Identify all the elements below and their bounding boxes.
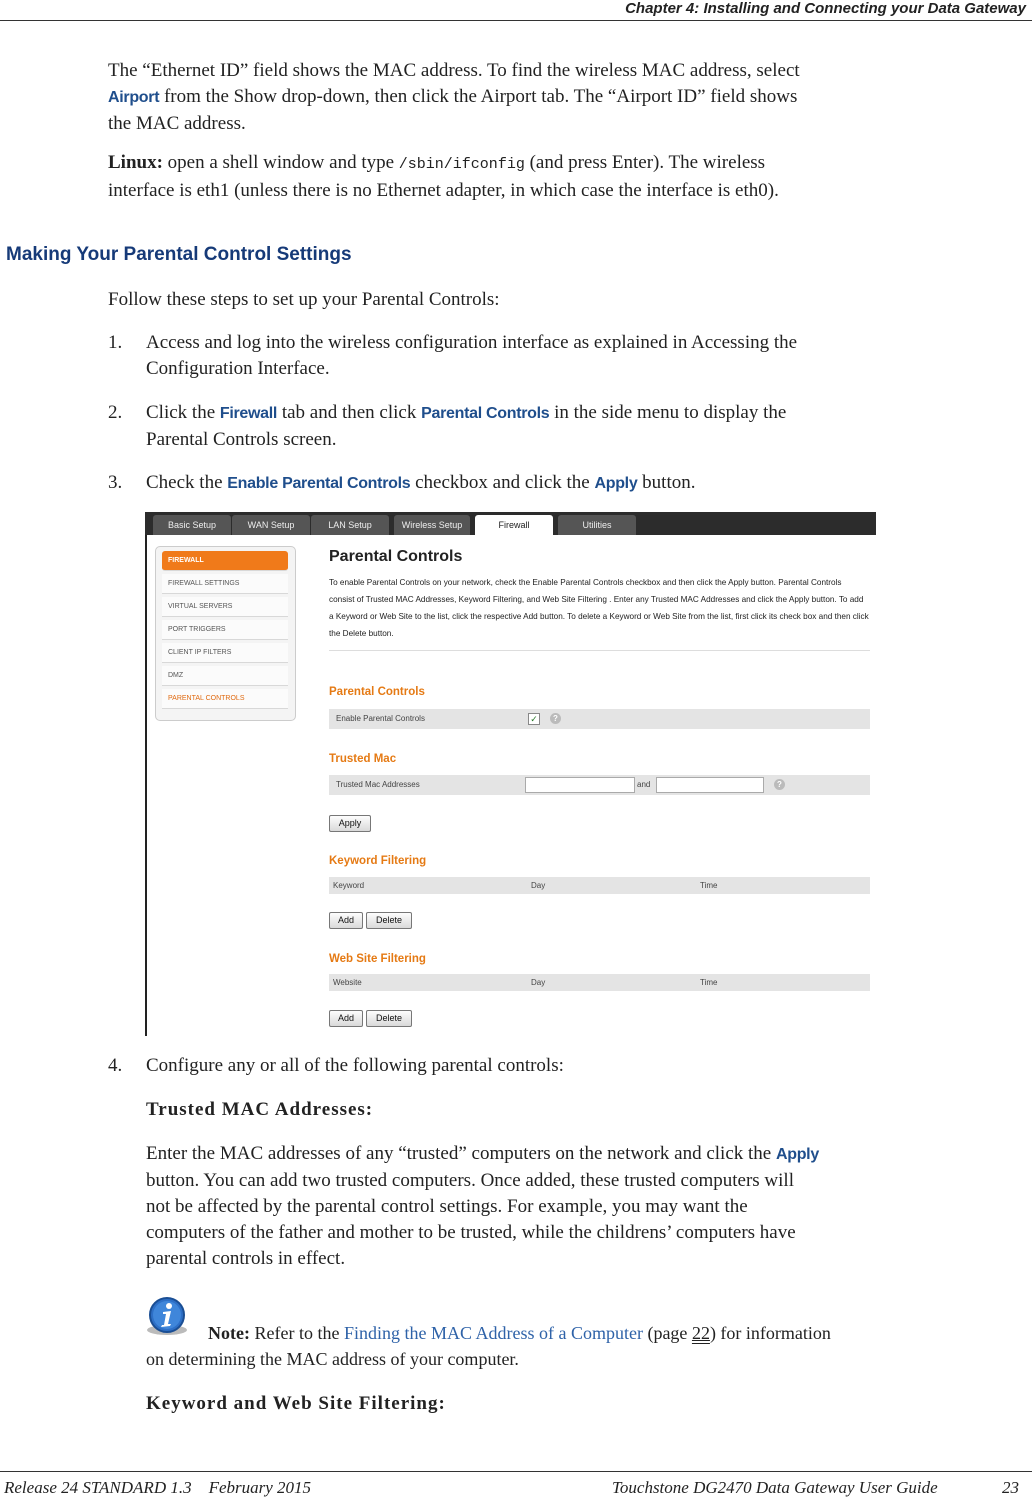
trusted-mac-input-2[interactable] (656, 777, 764, 793)
side-menu-parental-controls[interactable]: PARENTAL CONTROLS (162, 689, 288, 709)
step-2-text-a: Click the (146, 402, 216, 423)
note-paragraph (146, 1320, 1016, 1372)
step-3-number: 3. (108, 472, 123, 493)
and-label: and (637, 780, 651, 789)
trusted-text-4: computers of the father and mother to be trusted, while the childrens’ computers have (146, 1222, 796, 1243)
step-4-number: 4. (108, 1055, 123, 1076)
help-icon[interactable]: ? (774, 779, 785, 790)
mac-text-2: from the Show drop-down, then click the Airport tab. The “Airport ID” field shows (163, 86, 798, 107)
col-website: Website (333, 978, 362, 987)
website-delete-button[interactable]: Delete (366, 1010, 412, 1027)
linux-text-1a: open a shell window and type (167, 152, 395, 173)
step-1-text-2: Configuration Interface. (146, 358, 330, 379)
trusted-label: Trusted Mac Addresses (336, 780, 420, 789)
step-4-text: Configure any or all of the following parental controls: (146, 1055, 564, 1076)
note-text-b: (page (647, 1323, 688, 1343)
trusted-mac-paragraph (146, 1141, 1026, 1272)
footer-guide-title: Touchstone DG2470 Data Gateway User Guide (612, 1478, 938, 1497)
step-3-text-b: checkbox and click the (415, 472, 590, 493)
side-menu-dmz[interactable]: DMZ (162, 666, 288, 686)
linux-label: Linux: (108, 152, 163, 173)
step-4 (108, 1053, 1006, 1079)
step-1-number: 1. (108, 332, 123, 353)
trusted-text-2: button. You can add two trusted computers. Once added, these trusted computers will (146, 1170, 794, 1191)
trusted-text-5: parental controls in effect. (146, 1248, 346, 1269)
tab-utilities[interactable]: Utilities (558, 515, 636, 535)
col-keyword: Keyword (333, 881, 365, 890)
ui-page-description: To enable Parental Controls on your network, check the Enable Parental Controls checkbox and then click the Apply button. Parental Controls consist of Trusted MAC Addresses, Keyword Filtering, and Web Site Filtering . Enter any Trusted MAC Addresses and click the Apply button. To add a Keyword or Web Site to the list, click the respective Add button. To delete a Keyword or Web Site from the list, first click its check box and then click the Delete button. (329, 578, 869, 638)
step-1-text-1: Access and log into the wireless configuration interface as explained in Accessing the (146, 332, 798, 353)
apply-ui-label: Apply (775, 1146, 819, 1163)
tab-wireless-setup[interactable]: Wireless Setup (394, 515, 470, 535)
page-number: 23 (1002, 1478, 1019, 1497)
step-2-text-2: Parental Controls screen. (146, 429, 337, 450)
keyword-website-heading: Keyword and Web Site Filtering: (146, 1393, 446, 1414)
ui-divider (329, 650, 870, 651)
section-heading: Making Your Parental Control Settings (6, 244, 352, 265)
ui-section-trusted: Trusted Mac (329, 753, 397, 765)
page-link[interactable]: 22 (691, 1323, 710, 1343)
enable-row (329, 709, 870, 729)
step-3-text-a: Check the (146, 472, 223, 493)
tab-firewall[interactable]: Firewall (475, 515, 553, 535)
side-menu-port-triggers[interactable]: PORT TRIGGERS (162, 620, 288, 640)
col-day: Day (531, 881, 546, 890)
mac-address-link[interactable]: Finding the MAC Address of a Computer (343, 1323, 643, 1343)
col-day: Day (531, 978, 546, 987)
tab-lan-setup[interactable]: LAN Setup (311, 515, 389, 535)
firewall-ui-label: Firewall (219, 405, 278, 422)
ui-page-title: Parental Controls (329, 548, 463, 565)
side-menu-client-ip-filters[interactable]: CLIENT IP FILTERS (162, 643, 288, 663)
trusted-text-1: Enter the MAC addresses of any “trusted” computers on the network and click the (146, 1143, 772, 1164)
note-label: Note: (208, 1323, 250, 1343)
enable-parental-checkbox[interactable]: ✓ (528, 713, 540, 725)
step-2 (108, 400, 1006, 453)
step-2-text-b: tab and then click (281, 402, 417, 423)
enable-parental-controls-ui-label: Enable Parental Controls (227, 475, 411, 492)
tab-basic-setup[interactable]: Basic Setup (153, 515, 231, 535)
keyword-delete-button[interactable]: Delete (366, 912, 412, 929)
step-2-number: 2. (108, 402, 123, 423)
ui-section-keyword: Keyword Filtering (329, 855, 427, 867)
trusted-text-3: not be affected by the parental control settings. For example, you may want the (146, 1196, 748, 1217)
trusted-mac-heading: Trusted MAC Addresses: (146, 1099, 374, 1120)
note-text-2: on determining the MAC address of your computer. (146, 1349, 519, 1369)
parental-controls-ui-label: Parental Controls (421, 405, 550, 422)
airport-ui-label: Airport (108, 89, 160, 106)
section-lead: Follow these steps to set up your Parental Controls: (108, 289, 500, 310)
footer-release: Release 24 STANDARD 1.3 February 2015 (4, 1478, 312, 1497)
ui-section-website: Web Site Filtering (329, 953, 426, 965)
apply-ui-label: Apply (594, 475, 638, 492)
keyword-table-header (329, 877, 870, 894)
keyword-add-button[interactable]: Add (329, 912, 363, 929)
apply-button[interactable]: Apply (329, 815, 371, 832)
linux-paragraph (108, 150, 1008, 204)
footer-rule (0, 1471, 1032, 1472)
mac-text-1: The “Ethernet ID” field shows the MAC address. To find the wireless MAC address, select (108, 60, 800, 81)
screenshot-left-border (145, 535, 147, 1036)
trusted-row (329, 775, 870, 795)
enable-label: Enable Parental Controls (336, 714, 425, 723)
parental-controls-screenshot (145, 512, 876, 1036)
side-menu-virtual-servers[interactable]: VIRTUAL SERVERS (162, 597, 288, 617)
tab-wan-setup[interactable]: WAN Setup (232, 515, 310, 535)
ui-section-parental: Parental Controls (329, 686, 425, 698)
step-2-text-c: in the side menu to display the (554, 402, 787, 423)
website-table-header (329, 974, 870, 991)
header-rule (0, 20, 1032, 21)
note-text-c: ) for information (709, 1323, 831, 1343)
linux-text-1b: (and press Enter). The wireless (529, 152, 766, 173)
mac-text-3: the MAC address. (108, 113, 246, 134)
col-time: Time (700, 978, 718, 987)
side-menu (155, 546, 296, 721)
mac-paragraph (108, 58, 1008, 137)
step-3-text-c: button. (642, 472, 696, 493)
chapter-header: Chapter 4: Installing and Connecting your Data Gateway (625, 0, 1026, 17)
trusted-mac-input-1[interactable] (525, 777, 635, 793)
linux-text-2: interface is eth1 (unless there is no Ethernet adapter, in which case the interface is eth0). (108, 180, 779, 201)
side-menu-firewall[interactable]: FIREWALL (162, 551, 288, 571)
step-1 (108, 330, 1006, 382)
website-add-button[interactable]: Add (329, 1010, 363, 1027)
side-menu-firewall-settings[interactable]: FIREWALL SETTINGS (162, 574, 288, 594)
note-text-a: Refer to the (254, 1323, 340, 1343)
ifconfig-command: /sbin/ifconfig (398, 156, 525, 173)
help-icon[interactable]: ? (550, 713, 561, 724)
col-time: Time (700, 881, 718, 890)
step-3 (108, 470, 1006, 497)
